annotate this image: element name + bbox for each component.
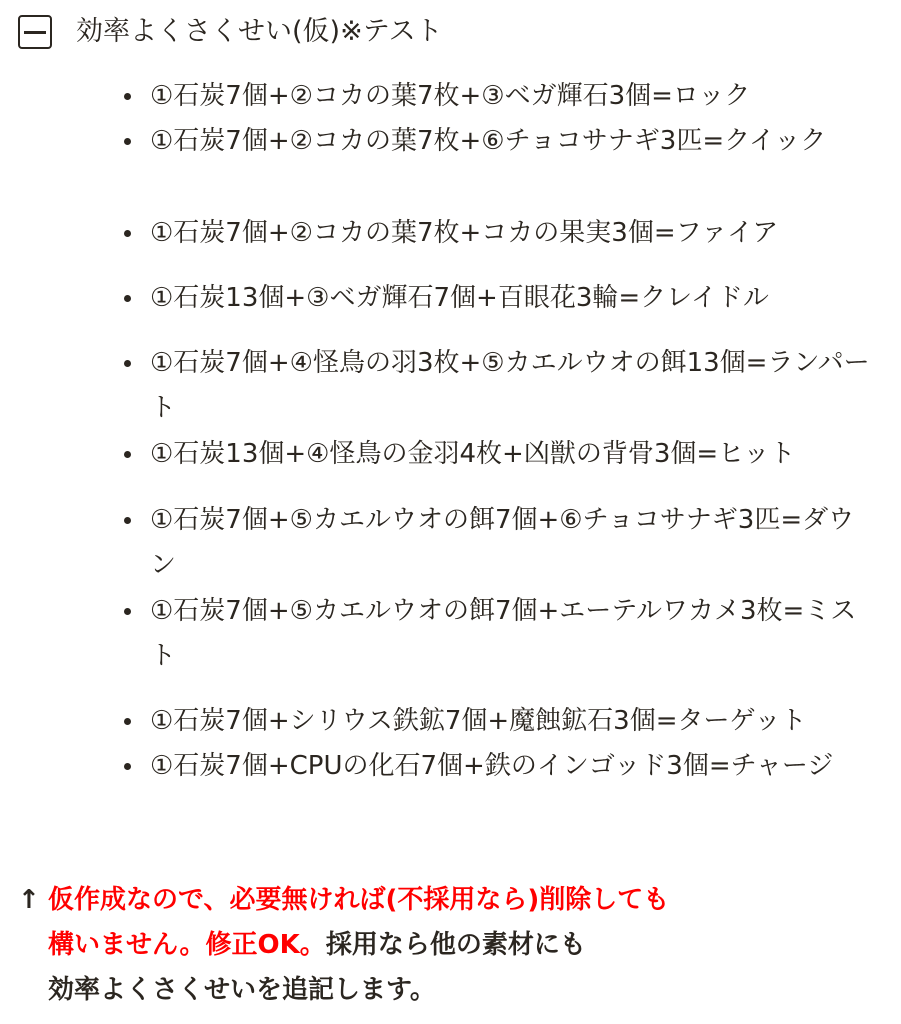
list-item (150, 211, 872, 256)
list-item-text: ①石炭7個+②コカの葉7枚+コカの果実3個=ファイア (150, 218, 779, 248)
list-item (150, 119, 872, 164)
list-item (150, 341, 872, 431)
list-item-text: ①石炭7個+⑤カエルウオの餌7個+エーテルワカメ3枚=ミスト (150, 596, 857, 671)
bullet-icon (124, 763, 131, 770)
list-item-text: ①石炭7個+シリウス鉄鉱7個+魔蝕鉱石3個=ターゲット (150, 706, 807, 736)
list-item (150, 498, 872, 588)
bullet-icon (124, 608, 131, 615)
note-red-line-1: 仮作成なので、必要無ければ(不採用なら)削除しても (48, 885, 670, 915)
list-item-text: ①石炭7個+②コカの葉7枚+③ベガ輝石3個=ロック (150, 81, 751, 111)
list-item-text: ①石炭7個+⑤カエルウオの餌7個+⑥チョコサナギ3匹=ダウン (150, 505, 855, 580)
list-item-text: ①石炭7個+②コカの葉7枚+⑥チョコサナギ3匹=クイック (150, 126, 827, 156)
bullet-icon (124, 451, 131, 458)
collapse-toggle-button[interactable] (18, 15, 52, 49)
list-item (150, 276, 872, 321)
note-line-3: 効率よくさくせいを追記します。 (48, 975, 436, 1005)
up-arrow-icon: ↑ (18, 885, 40, 915)
note-line-2 (18, 923, 878, 968)
section-header (18, 12, 443, 52)
bullet-icon (124, 230, 131, 237)
list-item (150, 699, 872, 744)
bullet-icon (124, 718, 131, 725)
bullet-icon (124, 517, 131, 524)
list-item (150, 744, 872, 789)
editor-note (18, 878, 878, 1013)
list-item (150, 589, 872, 679)
note-red-line-2: 構いません。修正OK。 (48, 930, 326, 960)
minus-icon (24, 31, 46, 34)
list-item (150, 432, 872, 477)
bullet-icon (124, 93, 131, 100)
bullet-icon (124, 360, 131, 367)
bullet-icon (124, 138, 131, 145)
section-title: 効率よくさくせい(仮)※テスト (76, 16, 443, 47)
list-item-text: ①石炭7個+CPUの化石7個+鉄のインゴッド3個=チャージ (150, 751, 834, 781)
bullet-icon (124, 295, 131, 302)
list-item (150, 74, 872, 119)
note-black-line-2: 採用なら他の素材にも (325, 930, 586, 960)
list-item-text: ①石炭7個+④怪鳥の羽3枚+⑤カエルウオの餌13個=ランパート (150, 348, 870, 423)
list-item-text: ①石炭13個+③ベガ輝石7個+百眼花3輪=クレイドル (150, 283, 769, 313)
list-item-text: ①石炭13個+④怪鳥の金羽4枚+凶獣の背骨3個=ヒット (150, 439, 796, 469)
